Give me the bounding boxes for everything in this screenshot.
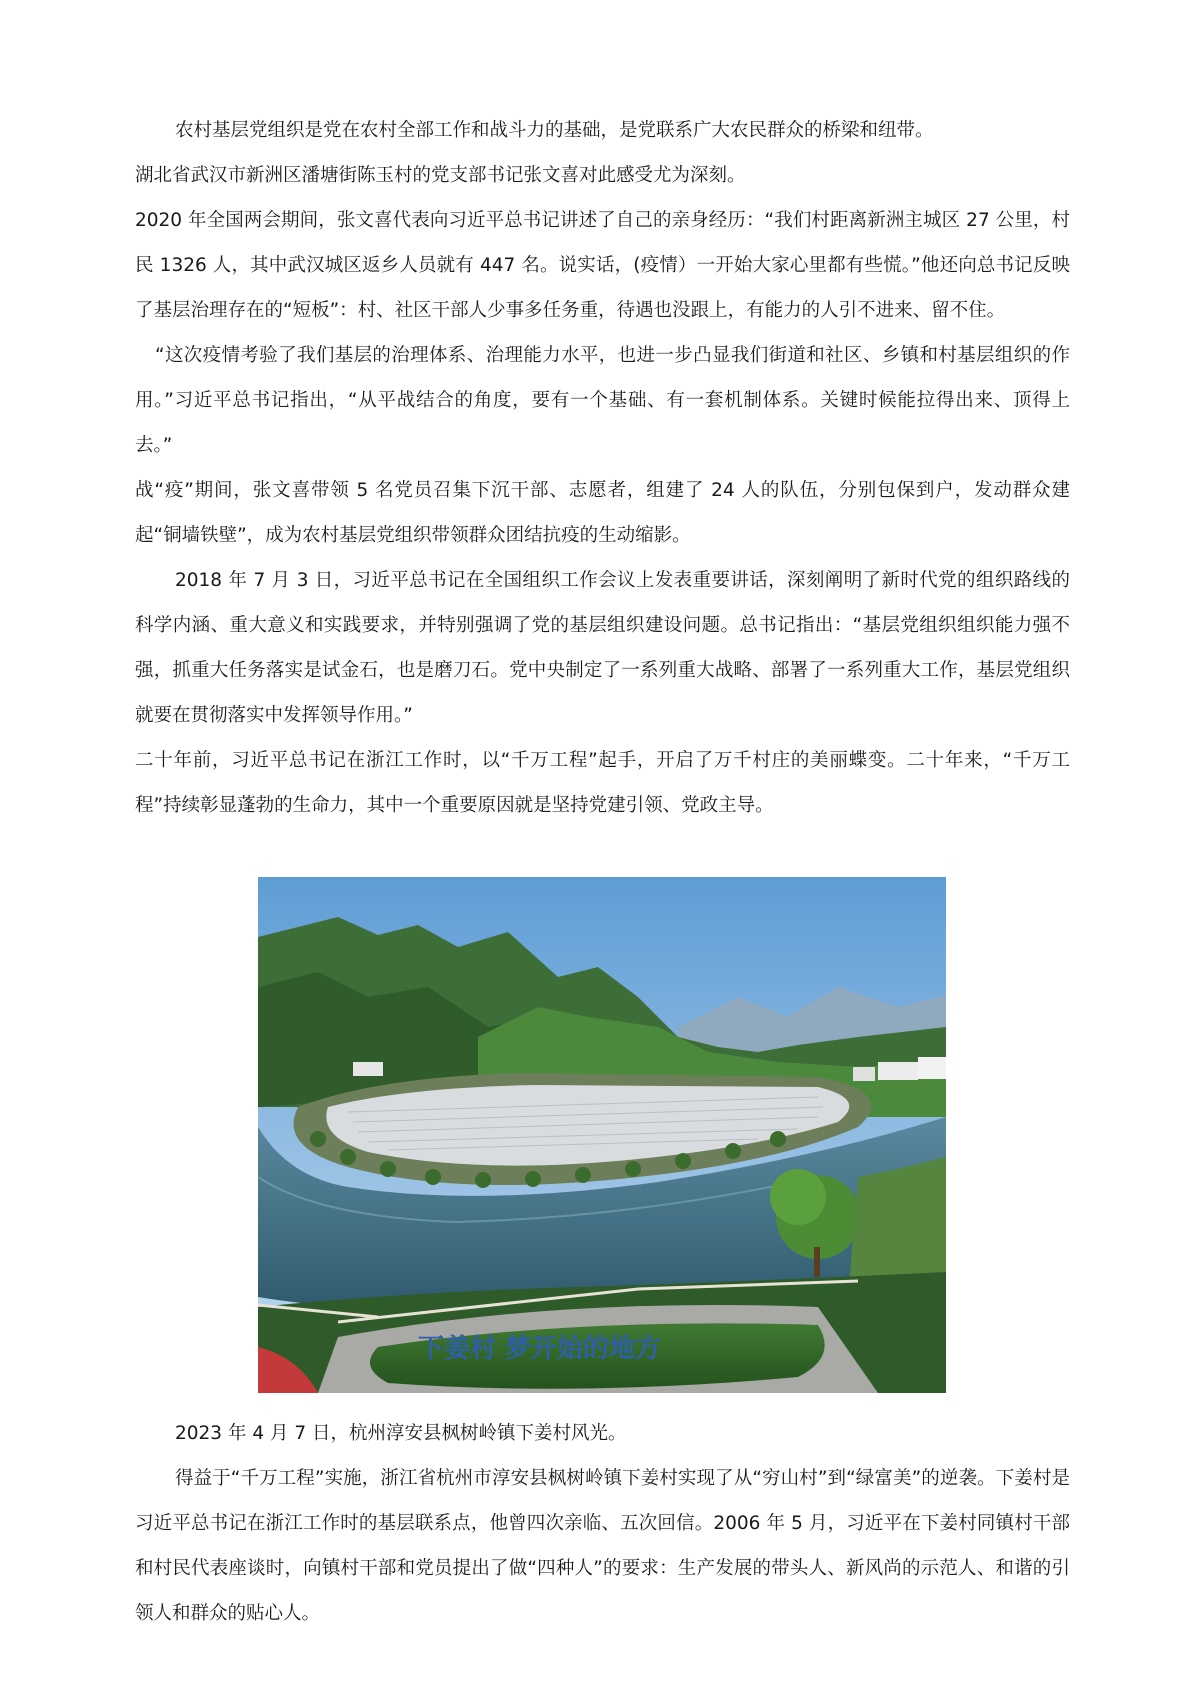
photo-caption: 2023 年 4 月 7 日，杭州淳安县枫树岭镇下姜村风光。 — [175, 1423, 627, 1444]
paragraph-2: 湖北省武汉市新洲区潘塘街陈玉村的党支部书记张文喜对此感受尤为深刻。 — [135, 165, 746, 186]
paragraph-3: 2020 年全国两会期间，张文喜代表向习近平总书记讲述了自己的亲身经历：“我们村距离新洲主城区 27 公里，村民 1326 人，其中武汉城区返乡人员就有 447 名。说实话，(疫情）一开始大家心里都有些慌。”他还向总书记反映了基层治理存在的“短板”：村、社区干部人少事多任务重，待遇也没跟上，有能力的人引不进来、留不住。 — [135, 210, 1070, 321]
article-body-top — [135, 108, 1070, 828]
article-body-bottom — [135, 1456, 1070, 1636]
paragraph-4: “这次疫情考验了我们基层的治理体系、治理能力水平，也进一步凸显我们街道和社区、乡镇和村基层组织的作用。”习近平总书记指出，“从平战结合的角度，要有一个基础、有一套机制体系。关键时候能拉得出来、顶得上去。” — [135, 345, 1070, 456]
paragraph-5: 战“疫”期间，张文喜带领 5 名党员召集下沉干部、志愿者，组建了 24 人的队伍，分别包保到户，发动群众建起“铜墙铁壁”，成为农村基层党组织带领群众团结抗疫的生动缩影。 — [135, 480, 1070, 546]
village-landscape-photo — [258, 877, 946, 1393]
paragraph-7: 二十年前，习近平总书记在浙江工作时，以“千万工程”起手，开启了万千村庄的美丽蝶变。二十年来，“千万工程”持续彰显蓬勃的生命力，其中一个重要原因就是坚持党建引领、党政主导。 — [135, 750, 1070, 816]
paragraph-1: 农村基层党组织是党在农村全部工作和战斗力的基础，是党联系广大农民群众的桥梁和纽带。 — [175, 120, 934, 141]
paragraph-8: 得益于“千万工程”实施，浙江省杭州市淳安县枫树岭镇下姜村实现了从“穷山村”到“绿富美”的逆袭。下姜村是习近平总书记在浙江工作时的基层联系点，他曾四次亲临、五次回信。2006 年 5 月，习近平在下姜村同镇村干部和村民代表座谈时，向镇村干部和党员提出了做“四种人”的要求：生产发展的带头人、新风尚的示范人、和谐的引领人和群众的贴心人。 — [135, 1468, 1070, 1624]
paragraph-6: 2018 年 7 月 3 日，习近平总书记在全国组织工作会议上发表重要讲话，深刻阐明了新时代党的组织路线的科学内涵、重大意义和实践要求，并特别强调了党的基层组织建设问题。总书记指出：“基层党组织组织能力强不强，抓重大任务落实是试金石，也是磨刀石。党中央制定了一系列重大战略、部署了一系列重大工作，基层党组织就要在贯彻落实中发挥领导作用。” — [135, 570, 1070, 726]
sign-text: 下姜村 梦开始的地方 — [418, 1334, 662, 1364]
